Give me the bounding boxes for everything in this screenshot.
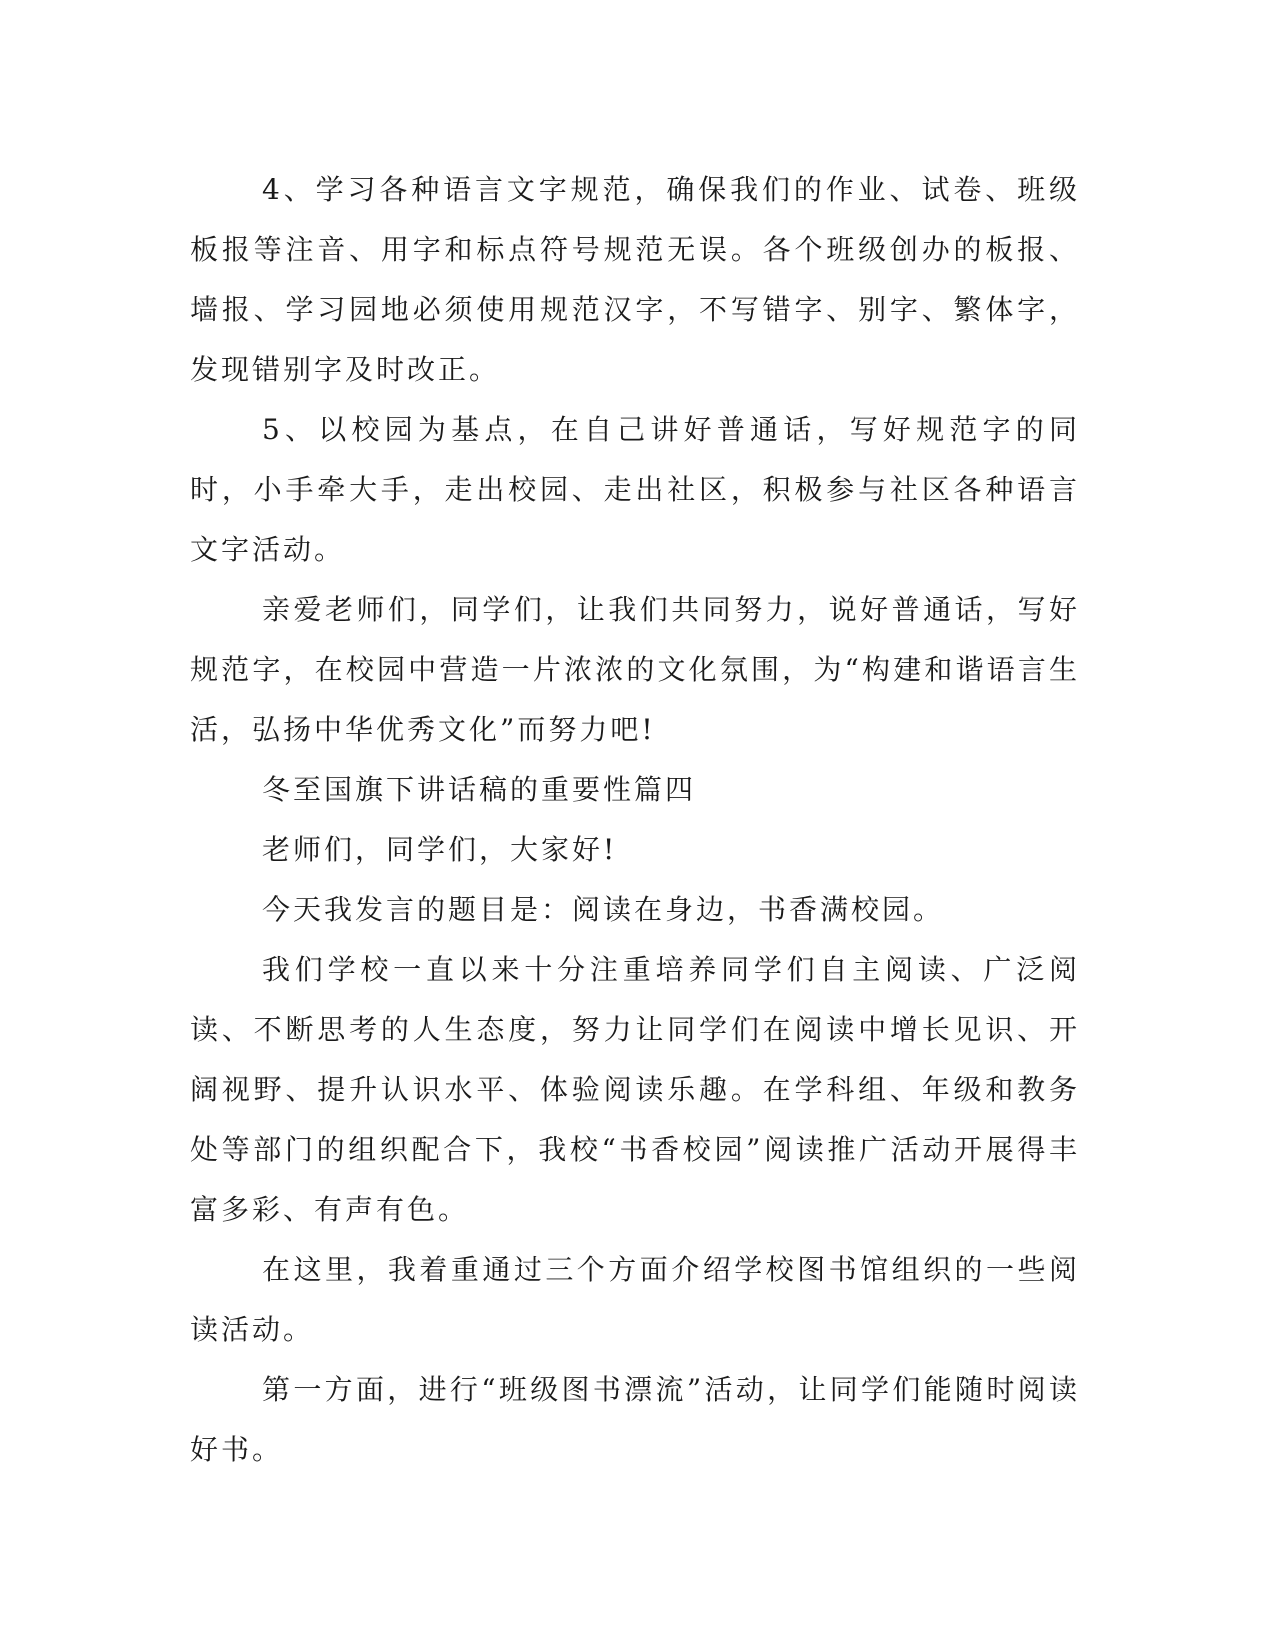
paragraph-three-aspects: 在这里，我着重通过三个方面介绍学校图书馆组织的一些阅读活动。 [190,1253,1080,1346]
paragraph-rule-5: 5、以校园为基点，在自己讲好普通话，写好规范字的同时，小手牵大手，走出校园、走出社区，积极参与社区各种语言文字活动。 [190,413,1080,566]
paragraph-rule-4: 4、学习各种语言文字规范，确保我们的作业、试卷、班级板报等注音、用字和标点符号规范无误。各个班级创办的板报、墙报、学习园地必须使用规范汉字，不写错字、别字、繁体字，发现错别字及时改正。 [190,173,1080,386]
paragraph-topic: 今天我发言的题目是：阅读在身边，书香满校园。 [262,893,945,926]
document-body [190,160,1080,1480]
paragraph-first-aspect: 第一方面，进行“班级图书漂流”活动，让同学们能随时阅读好书。 [190,1373,1080,1466]
paragraph-greeting: 老师们，同学们，大家好! [262,833,618,866]
paragraph-school-reading: 我们学校一直以来十分注重培养同学们自主阅读、广泛阅读、不断思考的人生态度，努力让同学们在阅读中增长见识、开阔视野、提升认识水平、体验阅读乐趣。在学科组、年级和教务处等部门的组织配合下，我校“书香校园”阅读推广活动开展得丰富多彩、有声有色。 [190,953,1080,1226]
section-heading: 冬至国旗下讲话稿的重要性篇四 [262,773,697,806]
paragraph-closing-appeal: 亲爱老师们，同学们，让我们共同努力，说好普通话，写好规范字，在校园中营造一片浓浓的文化氛围，为“构建和谐语言生活，弘扬中华优秀文化”而努力吧! [190,593,1080,746]
